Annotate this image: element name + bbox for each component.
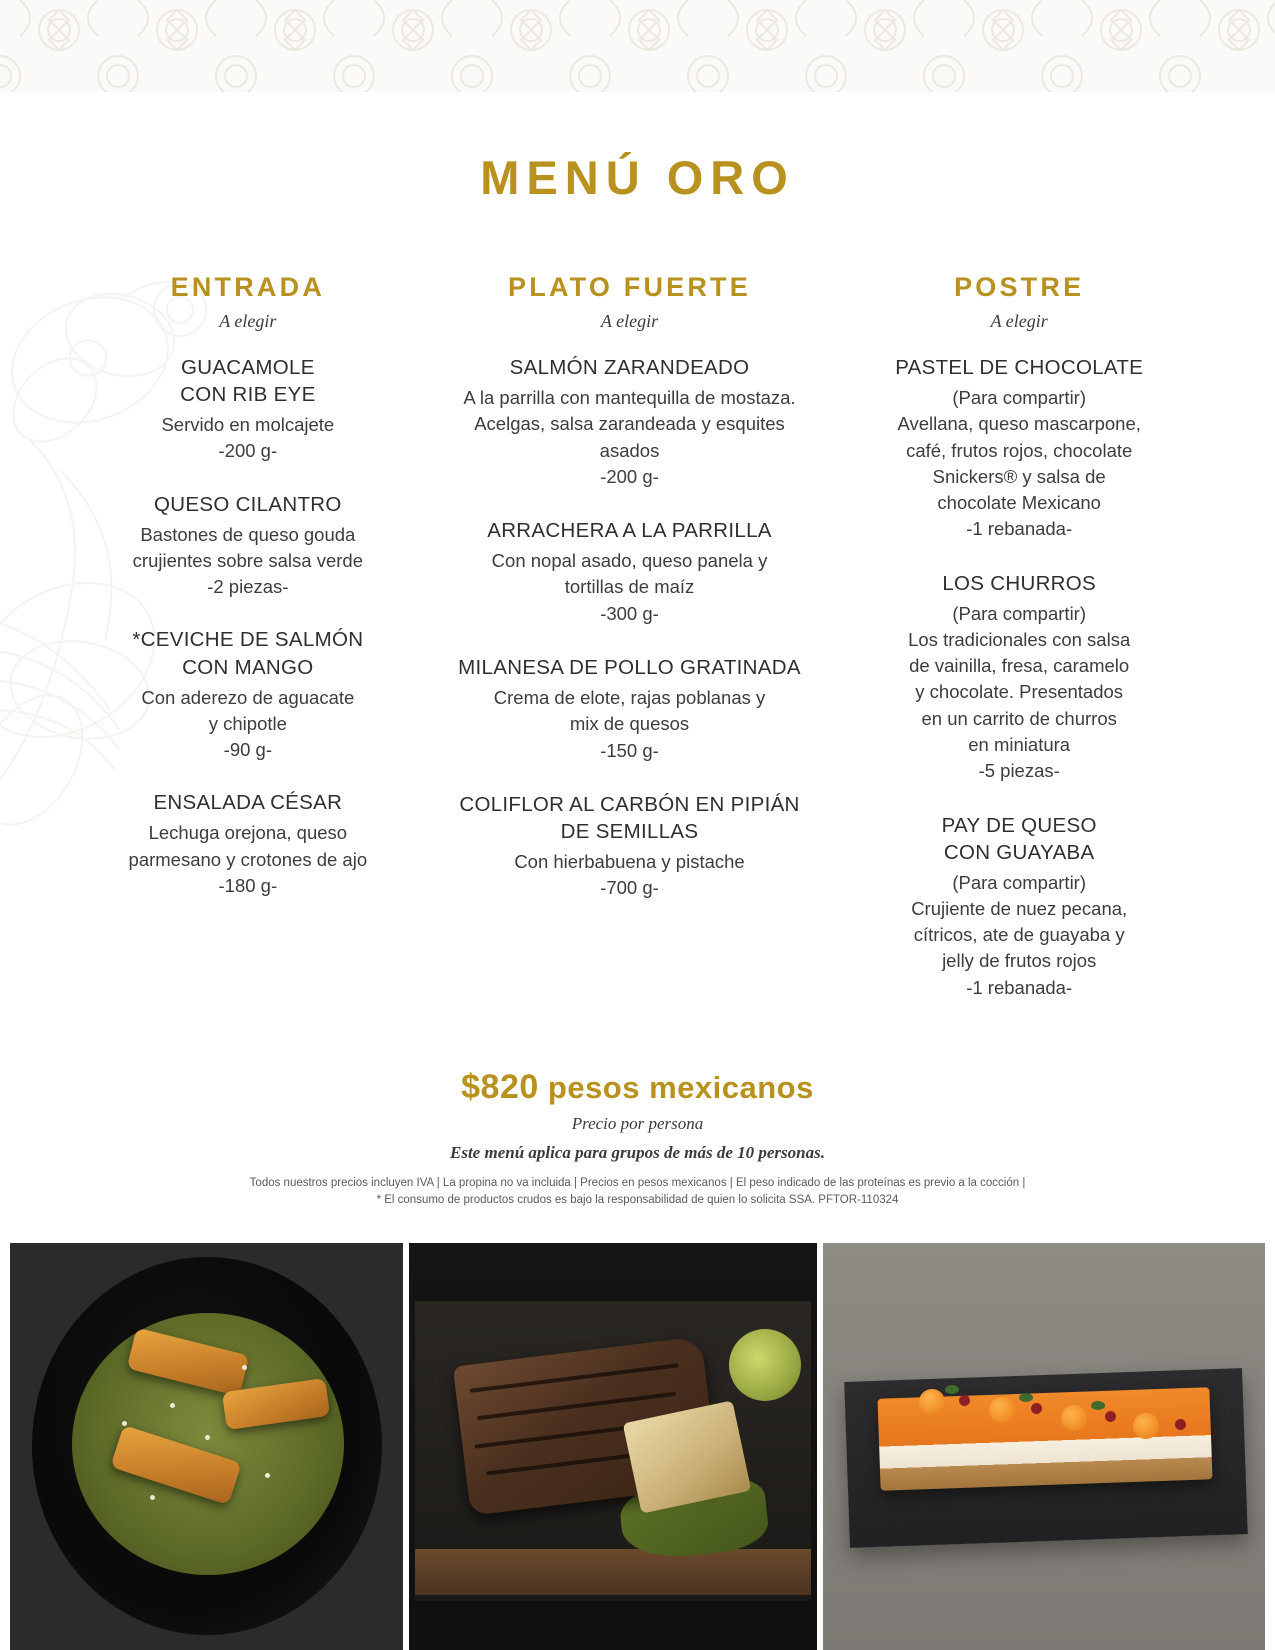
price-currency-label: pesos mexicanos [547, 1070, 814, 1105]
dish-weight: -700 g- [600, 877, 659, 899]
column-subheading-plato-fuerte: A elegir [600, 311, 659, 331]
dish-name: QUESO CILANTRO [154, 492, 342, 516]
legal-disclaimer [0, 1175, 1275, 1210]
pay-de-queso-con-guayaba-photo [823, 1243, 1265, 1650]
dish-description: A la parrilla con mantequilla de mostaza. Acelgas, salsa zarandeada y esquites asados [463, 387, 796, 461]
dish-weight: -5 piezas- [978, 760, 1060, 782]
legal-line-1: Todos nuestros precios incluyen IVA | La propina no va incluida | Precios en pesos mexicanos | El peso indicado de las proteínas es previo a la cocción | [249, 1177, 1026, 1189]
menu-column-plato-fuerte [441, 272, 819, 928]
dish-description: (Para compartir) Los tradicionales con salsa de vainilla, fresa, caramelo y chocolate. Presentados en un carrito de churros en miniatura [908, 602, 1131, 756]
dish-name: PAY DE QUESO CON GUAYABA [941, 813, 1097, 864]
legal-line-2: * El consumo de productos crudos es bajo la responsabilidad de quien lo solicita SSA. PFTOR-110324 [376, 1194, 899, 1207]
dish-description: (Para compartir) Crujiente de nuez pecana, cítricos, ate de guayaba y jelly de frutos rojos [911, 871, 1128, 972]
top-ornament-band [0, 0, 1275, 92]
dish-description: Con nopal asado, queso panela y tortillas de maíz [491, 550, 768, 598]
menu-column-entrada [55, 272, 441, 925]
dish-description: Con aderezo de aguacate y chipotle [141, 686, 355, 734]
column-subheading-entrada: A elegir [219, 311, 277, 331]
dish-weight: -90 g- [223, 739, 272, 761]
dish-item [69, 789, 427, 899]
dish-name: ARRACHERA A LA PARRILLA [487, 519, 772, 543]
dish-item [69, 626, 427, 763]
dish-item [451, 654, 809, 764]
dish-description: Bastones de queso gouda crujientes sobre salsa verde [132, 523, 363, 571]
dish-weight: -150 g- [600, 739, 659, 761]
dish-name: ENSALADA CÉSAR [153, 791, 343, 815]
dish-weight: -200 g- [600, 465, 659, 487]
dish-weight: -200 g- [218, 440, 278, 462]
dish-item [840, 812, 1198, 1001]
dish-description: Lechuga orejona, queso parmesano y crotones de ajo [128, 822, 368, 870]
dish-name: COLIFLOR AL CARBÓN EN PIPIÁN DE SEMILLAS [459, 792, 800, 843]
column-subheading-postre: A elegir [990, 311, 1048, 331]
dish-item [840, 354, 1198, 543]
price-block [0, 1068, 1275, 1165]
dish-name: LOS CHURROS [942, 571, 1097, 595]
dish-item [840, 570, 1198, 785]
dish-description: Crema de elote, rajas poblanas y mix de quesos [493, 687, 766, 735]
menu-column-postre [818, 272, 1220, 1028]
dish-weight: -180 g- [218, 874, 278, 896]
dish-item [69, 491, 427, 601]
price-note-per-person: Precio por persona [571, 1114, 704, 1133]
dish-weight: -300 g- [600, 602, 659, 624]
dish-description: Con hierbabuena y pistache [514, 850, 745, 872]
dish-description: Servido en molcajete [161, 414, 335, 436]
column-heading-entrada: ENTRADA [170, 272, 326, 302]
dish-name: SALMÓN ZARANDEADO [509, 356, 750, 379]
dish-name: MILANESA DE POLLO GRATINADA [458, 655, 801, 679]
photo-strip [10, 1243, 1265, 1650]
menu-columns [55, 272, 1220, 1028]
dish-weight: -1 rebanada- [966, 518, 1073, 540]
dish-item [451, 517, 809, 627]
dish-weight: -2 piezas- [207, 576, 289, 598]
ornament-pattern-icon [0, 0, 1275, 92]
price-line [0, 1068, 1275, 1107]
dish-description: (Para compartir) Avellana, queso mascarpone, café, frutos rojos, chocolate Snickers® y salsa de chocolate Mexicano [897, 387, 1141, 514]
dish-name: GUACAMOLE CON RIB EYE [180, 356, 316, 407]
column-heading-postre: POSTRE [954, 272, 1085, 302]
price-note-group: Este menú aplica para grupos de más de 10 personas. [450, 1142, 825, 1162]
dish-weight: -1 rebanada- [966, 976, 1073, 998]
dish-name: PASTEL DE CHOCOLATE [895, 356, 1144, 379]
arrachera-dish-photo [409, 1243, 817, 1650]
dish-item [69, 354, 427, 465]
column-heading-plato-fuerte: PLATO FUERTE [508, 272, 751, 302]
dish-item [451, 791, 809, 902]
dish-name: *CEVICHE DE SALMÓN CON MANGO [132, 628, 364, 679]
price-amount: $820 [461, 1068, 539, 1106]
queso-cilantro-dish-photo [10, 1243, 403, 1650]
dish-item [451, 354, 809, 490]
page-title: MENÚ ORO [480, 151, 795, 204]
